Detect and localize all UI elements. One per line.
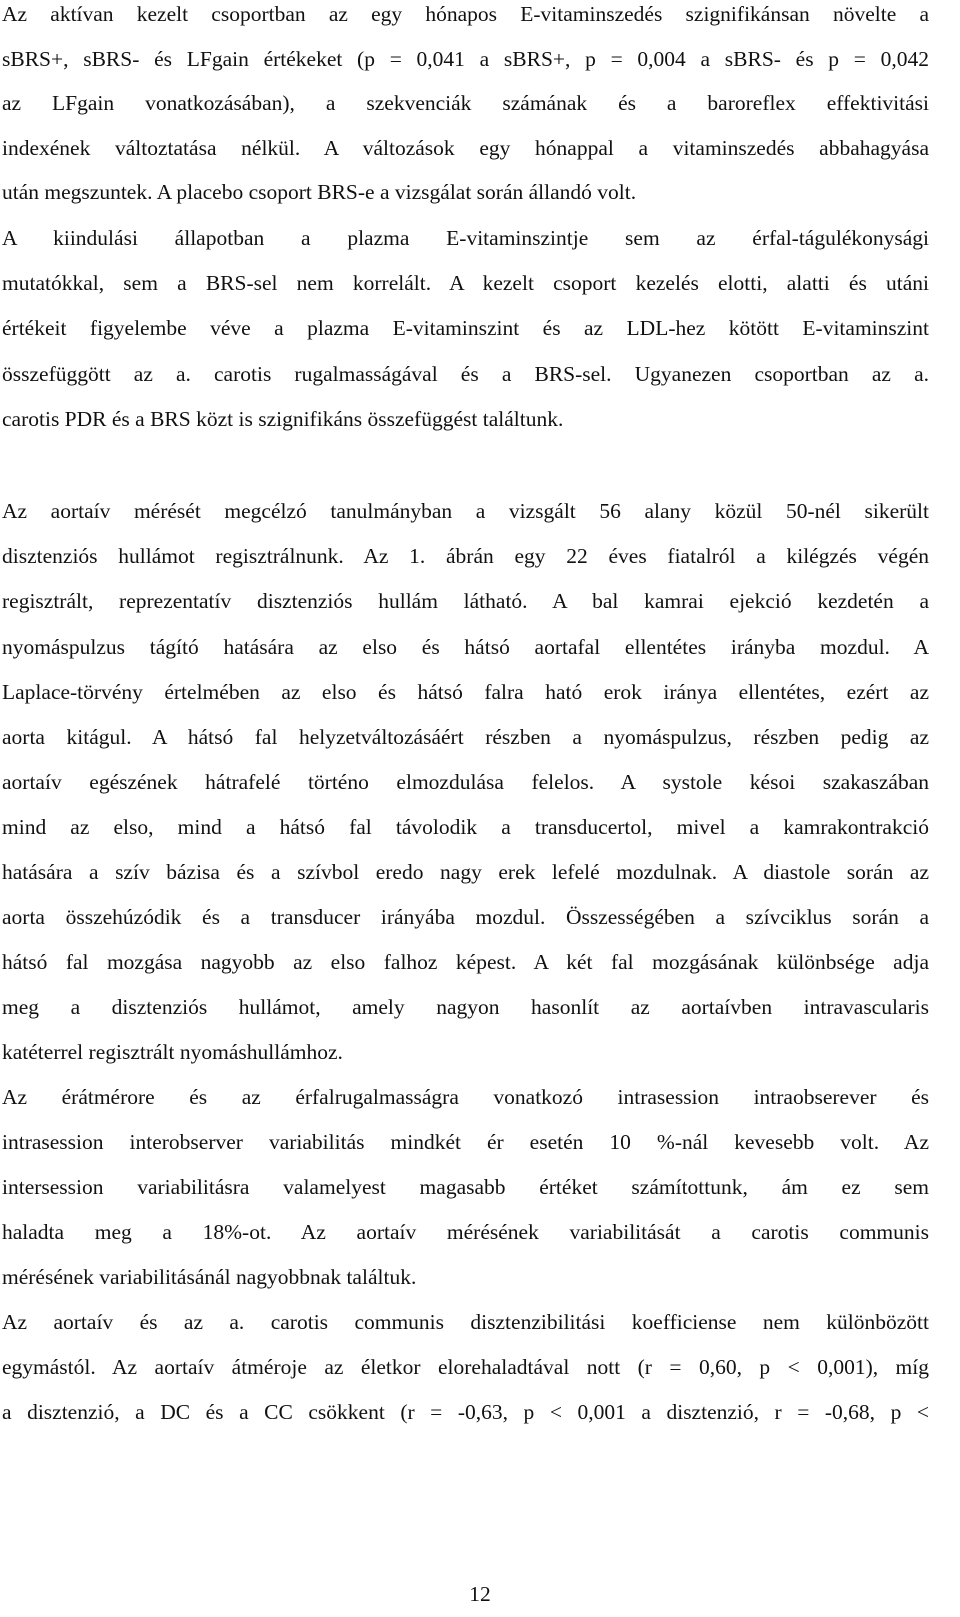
- text-line: értékeit figyelembe véve a plazma E-vitaminszint és az LDL-hez kötött E-vitaminszint: [2, 316, 929, 340]
- text-line: egymástól. Az aortaív átméroje az életkor elorehaladtával nott (r = 0,60, p < 0,001), míg: [2, 1355, 929, 1379]
- text-line: meg a disztenziós hullámot, amely nagyon hasonlít az aortaívben intravascularis: [2, 995, 929, 1019]
- text-line: mérésének variabilitásánál nagyobbnak találtuk.: [2, 1265, 417, 1289]
- text-line: összefüggött az a. carotis rugalmasságával és a BRS-sel. Ugyanezen csoportban az a.: [2, 362, 929, 386]
- text-line: intrasession interobserver variabilitás mindkét ér esetén 10 %-nál kevesebb volt. Az: [2, 1130, 929, 1154]
- text-line: az LFgain vonatkozásában), a szekvenciák számának és a baroreflex effektivitási: [2, 91, 929, 115]
- text-line: haladta meg a 18%-ot. Az aortaív mérésének variabilitását a carotis communis: [2, 1220, 929, 1244]
- text-line: sBRS+, sBRS- és LFgain értékeket (p = 0,041 a sBRS+, p = 0,004 a sBRS- és p = 0,042: [2, 47, 929, 71]
- text-line: hatására a szív bázisa és a szívbol eredo nagy erek lefelé mozdulnak. A diastole során az: [2, 860, 929, 884]
- text-line: carotis PDR és a BRS közt is szignifikáns összefüggést találtunk.: [2, 407, 564, 431]
- text-line: indexének változtatása nélkül. A változások egy hónappal a vitaminszedés abbahagyása: [2, 136, 929, 160]
- text-line: Az érátmérore és az érfalrugalmasságra vonatkozó intrasession intraobserever és: [2, 1085, 929, 1109]
- text-line: intersession variabilitásra valamelyest magasabb értéket számítottunk, ám ez sem: [2, 1175, 929, 1199]
- text-line: mutatókkal, sem a BRS-sel nem korrelált. A kezelt csoport kezelés elotti, alatti és utáni: [2, 271, 929, 295]
- text-line: után megszuntek. A placebo csoport BRS-e a vizsgálat során állandó volt.: [2, 180, 637, 204]
- text-line: aorta kitágul. A hátsó fal helyzetváltozásáért részben a nyomáspulzus, részben pedig az: [2, 725, 929, 749]
- text-line: A kiindulási állapotban a plazma E-vitaminszintje sem az érfal-tágulékonysági: [2, 226, 929, 250]
- text-line: regisztrált, reprezentatív disztenziós hullám látható. A bal kamrai ejekció kezdetén a: [2, 589, 929, 613]
- text-line: a disztenzió, a DC és a CC csökkent (r = -0,63, p < 0,001 a disztenzió, r = -0,68, p <: [2, 1400, 929, 1424]
- text-line: Az aortaív és az a. carotis communis disztenzibilitási koefficiense nem különbözött: [2, 1310, 929, 1334]
- text-line: mind az elso, mind a hátsó fal távolodik a transducertol, mivel a kamrakontrakció: [2, 815, 929, 839]
- page-number: 12: [469, 1582, 491, 1606]
- text-line: aortaív egészének hátrafelé történo elmozdulása felelos. A systole késoi szakaszában: [2, 770, 929, 794]
- text-line: nyomáspulzus tágító hatására az elso és hátsó aortafal ellentétes irányba mozdul. A: [2, 635, 929, 659]
- text-line: hátsó fal mozgása nagyobb az elso falhoz képest. A két fal mozgásának különbsége adja: [2, 950, 929, 974]
- text-line: aorta összehúzódik és a transducer irányába mozdul. Összességében a szívciklus során a: [2, 905, 929, 929]
- text-line: disztenziós hullámot regisztrálnunk. Az 1. ábrán egy 22 éves fiatalról a kilégzés végén: [2, 544, 929, 568]
- text-line: Az aortaív mérését megcélzó tanulmányban a vizsgált 56 alany közül 50-nél sikerült: [2, 499, 929, 523]
- text-line: katéterrel regisztrált nyomáshullámhoz.: [2, 1040, 343, 1064]
- text-line: Laplace-törvény értelmében az elso és hátsó falra ható erok iránya ellentétes, ezért az: [2, 680, 929, 704]
- text-line: Az aktívan kezelt csoportban az egy hónapos E-vitaminszedés szignifikánsan növelte a: [2, 2, 929, 26]
